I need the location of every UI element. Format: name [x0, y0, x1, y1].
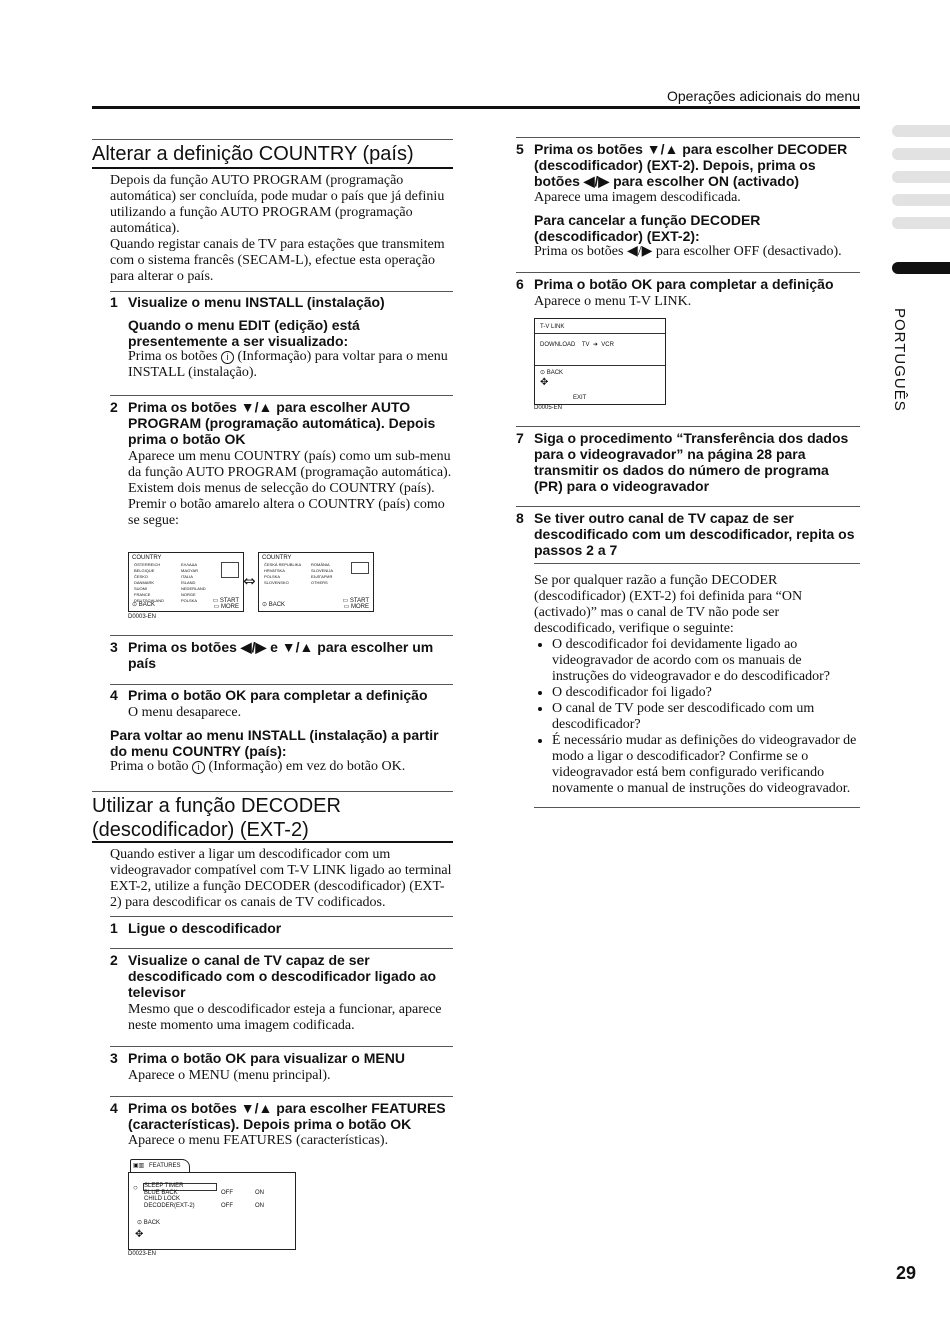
feature-value: OFF [221, 1202, 233, 1209]
list-entry: POLSKA [181, 598, 198, 603]
figure-code: D0005-EN [534, 405, 563, 411]
list-entry: SLOVENSKO [264, 580, 289, 585]
check-item: • O canal de TV pode ser descodificado com um descodificador? [552, 701, 860, 733]
step-number: 5 [516, 141, 524, 157]
step-body: Prima os botões [128, 349, 218, 364]
step-title: Siga o procedimento “Transferência dos dados para o videogravador” na página 28 para transmitir os dados do número de programa (PR) para o videogravador [534, 430, 849, 494]
list-entry: POLSKA [264, 574, 281, 579]
step-number: 8 [516, 510, 524, 526]
list-entry: SLEEP TIMER [144, 1183, 184, 1189]
step-title: Prima o botão OK para completar a definição [128, 687, 428, 703]
step-body: Aparece o menu T-V LINK. [534, 294, 692, 309]
list-entry: OTHERS [311, 580, 328, 585]
list-entry: ÖSTERREICH [134, 562, 161, 567]
section-title-country: Alterar a definição COUNTRY (país) [92, 143, 414, 165]
step-title: Prima os botões ▼/▲ para escolher FEATURES (características). Depois prima o botão OK [128, 1100, 446, 1132]
step-body: Aparece um menu COUNTRY (país) como um sub-menu da função AUTO PROGRAM (programação automática). [128, 449, 452, 480]
country-list [134, 562, 224, 604]
list-entry: NEDERLAND [181, 586, 206, 591]
list-entry: CHILD LOCK [144, 1196, 181, 1202]
step-number: 1 [110, 920, 118, 936]
step-body: Aparece o MENU (menu principal). [128, 1068, 331, 1083]
step-number: 2 [110, 399, 118, 415]
page-number: 29 [896, 1263, 917, 1283]
step-number: 4 [110, 687, 118, 703]
list-entry: DANMARK [134, 580, 155, 585]
step-number: 3 [110, 639, 118, 655]
section-tabs [892, 125, 950, 275]
country-menu-screen-2: COUNTRY ČESKÁ REPUBLIKA HRVATSKA POLSKA SLOVENSKO ROMÂNIA SLOVENIJA БЪЛГАРИЯ OTHERS ⊙ BACK ▭ START ▭ MORE [258, 552, 374, 612]
step-body: Aparece o menu FEATURES (características). [128, 1133, 389, 1148]
swap-arrow-icon: ⇔ [243, 572, 256, 590]
step-body-cont: (Informação) para voltar para o menu INSTALL (instalação). [128, 349, 448, 380]
features-tab: ▣▥ FEATURES [130, 1159, 190, 1173]
step-title: Prima o botão OK para visualizar o MENU [128, 1050, 405, 1066]
list-entry: NORGE [181, 592, 196, 597]
list-entry: HRVATSKA [264, 568, 285, 573]
list-entry: ČESKÁ REPUBLIKA [264, 562, 302, 567]
tvlink-menu-screen: T-V LINK DOWNLOAD TV ➜ VCR ⊙ BACK ✥ EXIT [534, 318, 666, 405]
feature-value: ON [255, 1189, 264, 1196]
feature-value: OFF [221, 1189, 233, 1196]
step-number: 4 [110, 1100, 118, 1116]
list-entry: ROMÂNIA [311, 562, 330, 567]
step-subheading: Quando o menu EDIT (edição) está presentemente a ser visualizado: [128, 317, 360, 349]
cancel-subheading: Para cancelar a função DECODER (descodificador) (EXT-2): [534, 212, 761, 244]
step-title: Ligue o descodificador [128, 920, 282, 936]
running-header: Operações adicionais do menu [666, 88, 860, 104]
header-rule [92, 106, 860, 109]
cancel-body: Prima os botões ◀/▶ para escolher OFF (desactivado). [534, 244, 842, 259]
step-number: 6 [516, 276, 524, 292]
step-body: Aparece uma imagem descodificada. [534, 190, 741, 205]
step-number: 7 [516, 430, 524, 446]
step-number: 2 [110, 952, 118, 968]
features-menu-screen: ▣▥ FEATURES ○ SLEEP TIMER BLUE BACK CHILD LOCK DECODER(EXT-2) OFF OFF ON ON ⊙ BACK ✥ [128, 1158, 296, 1248]
list-entry: ITALIA [181, 574, 193, 579]
step-title: Se tiver outro canal de TV capaz de ser descodificado com um descodificador, repita os passos 2 a 7 [534, 510, 855, 558]
country-menu-screen-1: COUNTRY ÖSTERREICH BELGIQUE ČESKO DANMARK SUOMI FRANCE DEUTSCHLAND ΕΛΛΑΔΑ MAGYAR ITALIA ÍSLAND NEDERLAND NORGE POLSKA ⊙ BACK ▭ START ▭ MORE [128, 552, 244, 612]
figure-code: D0003-EN [128, 614, 157, 620]
step-body: O menu desaparece. [128, 705, 242, 720]
info-icon: i [192, 761, 205, 774]
step-title: Visualize o menu INSTALL (instalação) [128, 294, 385, 310]
section-title-decoder: Utilizar a função DECODER (descodificador) (EXT-2) [92, 795, 341, 841]
step-title: Prima os botões ◀/▶ e ▼/▲ para escolher um país [128, 639, 434, 671]
list-entry: DEUTSCHLAND [134, 598, 165, 603]
step-title: Prima os botões ▼/▲ para escolher AUTO PROGRAM (programação automática). Depois prima o botão OK [128, 399, 436, 447]
step-title: Visualize o canal de TV capaz de ser descodificado com o descodificador ligado ao televisor [128, 952, 437, 1000]
list-entry: ÍSLAND [181, 580, 196, 585]
list-entry: DECODER(EXT-2) [144, 1202, 195, 1209]
check-item: • É necessário mudar as definições do videogravador de modo a ligar o descodificador? Confirme se o videogravador está bem configurado verificando novamente o manual de instruções do videogravador. [552, 733, 860, 797]
list-entry: BELGIQUE [134, 568, 155, 573]
feature-value: ON [255, 1202, 264, 1209]
step-number: 3 [110, 1050, 118, 1066]
check-item: • O descodificador foi devidamente ligado ao videogravador de acordo com os manuais de instruções do videogravador e do descodificador? [552, 637, 860, 685]
language-label: PORTUGUÊS [891, 308, 908, 412]
step-title: Prima os botões ▼/▲ para escolher DECODER (descodificador) (EXT-2). Depois, prima os botões ◀/▶ para escolher ON (activado) [534, 141, 848, 189]
step-number: 1 [110, 294, 118, 310]
list-entry: ΕΛΛΑΔΑ [181, 562, 198, 567]
list-entry: SUOMI [134, 586, 148, 591]
note-intro: Se por qualquer razão a função DECODER (descodificador) (EXT-2) foi definida para “ON (activado)” mas o canal de TV não pode ser descodificado, verifique o seguinte: [534, 573, 803, 636]
list-entry: FRANCE [134, 592, 151, 597]
list-entry: SLOVENIJA [311, 568, 334, 573]
list-entry: БЪЛГАРИЯ [311, 574, 333, 579]
country-intro-2: Quando registar canais de TV para estações que transmitem com o sistema francês (SECAM-L), efectue esta operação para alterar o país. [110, 237, 445, 284]
list-entry: ČESKO [134, 574, 149, 579]
step-title: Prima o botão OK para completar a definição [534, 276, 834, 292]
list-entry: BLUE BACK [144, 1189, 178, 1196]
figure-code: D0023-EN [128, 1251, 157, 1257]
step-body: Mesmo que o descodificador esteja a funcionar, aparece neste momento uma imagem codificada. [128, 1002, 442, 1033]
check-item: • O descodificador foi ligado? [552, 685, 860, 701]
check-list [534, 637, 860, 797]
list-entry: MAGYAR [181, 568, 199, 573]
info-icon: i [221, 351, 234, 364]
country-list [264, 562, 354, 586]
decoder-intro: Quando estiver a ligar um descodificador com um videogravador compatível com T-V LINK ligado ao terminal EXT-2, utilize a função DECODER (descodificador) (EXT-2) para descodificar os canais de TV codificados. [110, 847, 452, 910]
step-body: Existem dois menus de selecção do COUNTRY (país). Premir o botão amarelo altera o COUNTRY (país) como se segue: [128, 481, 445, 528]
return-subheading: Para voltar ao menu INSTALL (instalação) a partir do menu COUNTRY (país): [110, 727, 439, 759]
country-intro-1: Depois da função AUTO PROGRAM (programação automática) ser concluída, pode mudar o país que já definiu utilizando a função AUTO PROGRAM (programação automática). [110, 173, 445, 236]
